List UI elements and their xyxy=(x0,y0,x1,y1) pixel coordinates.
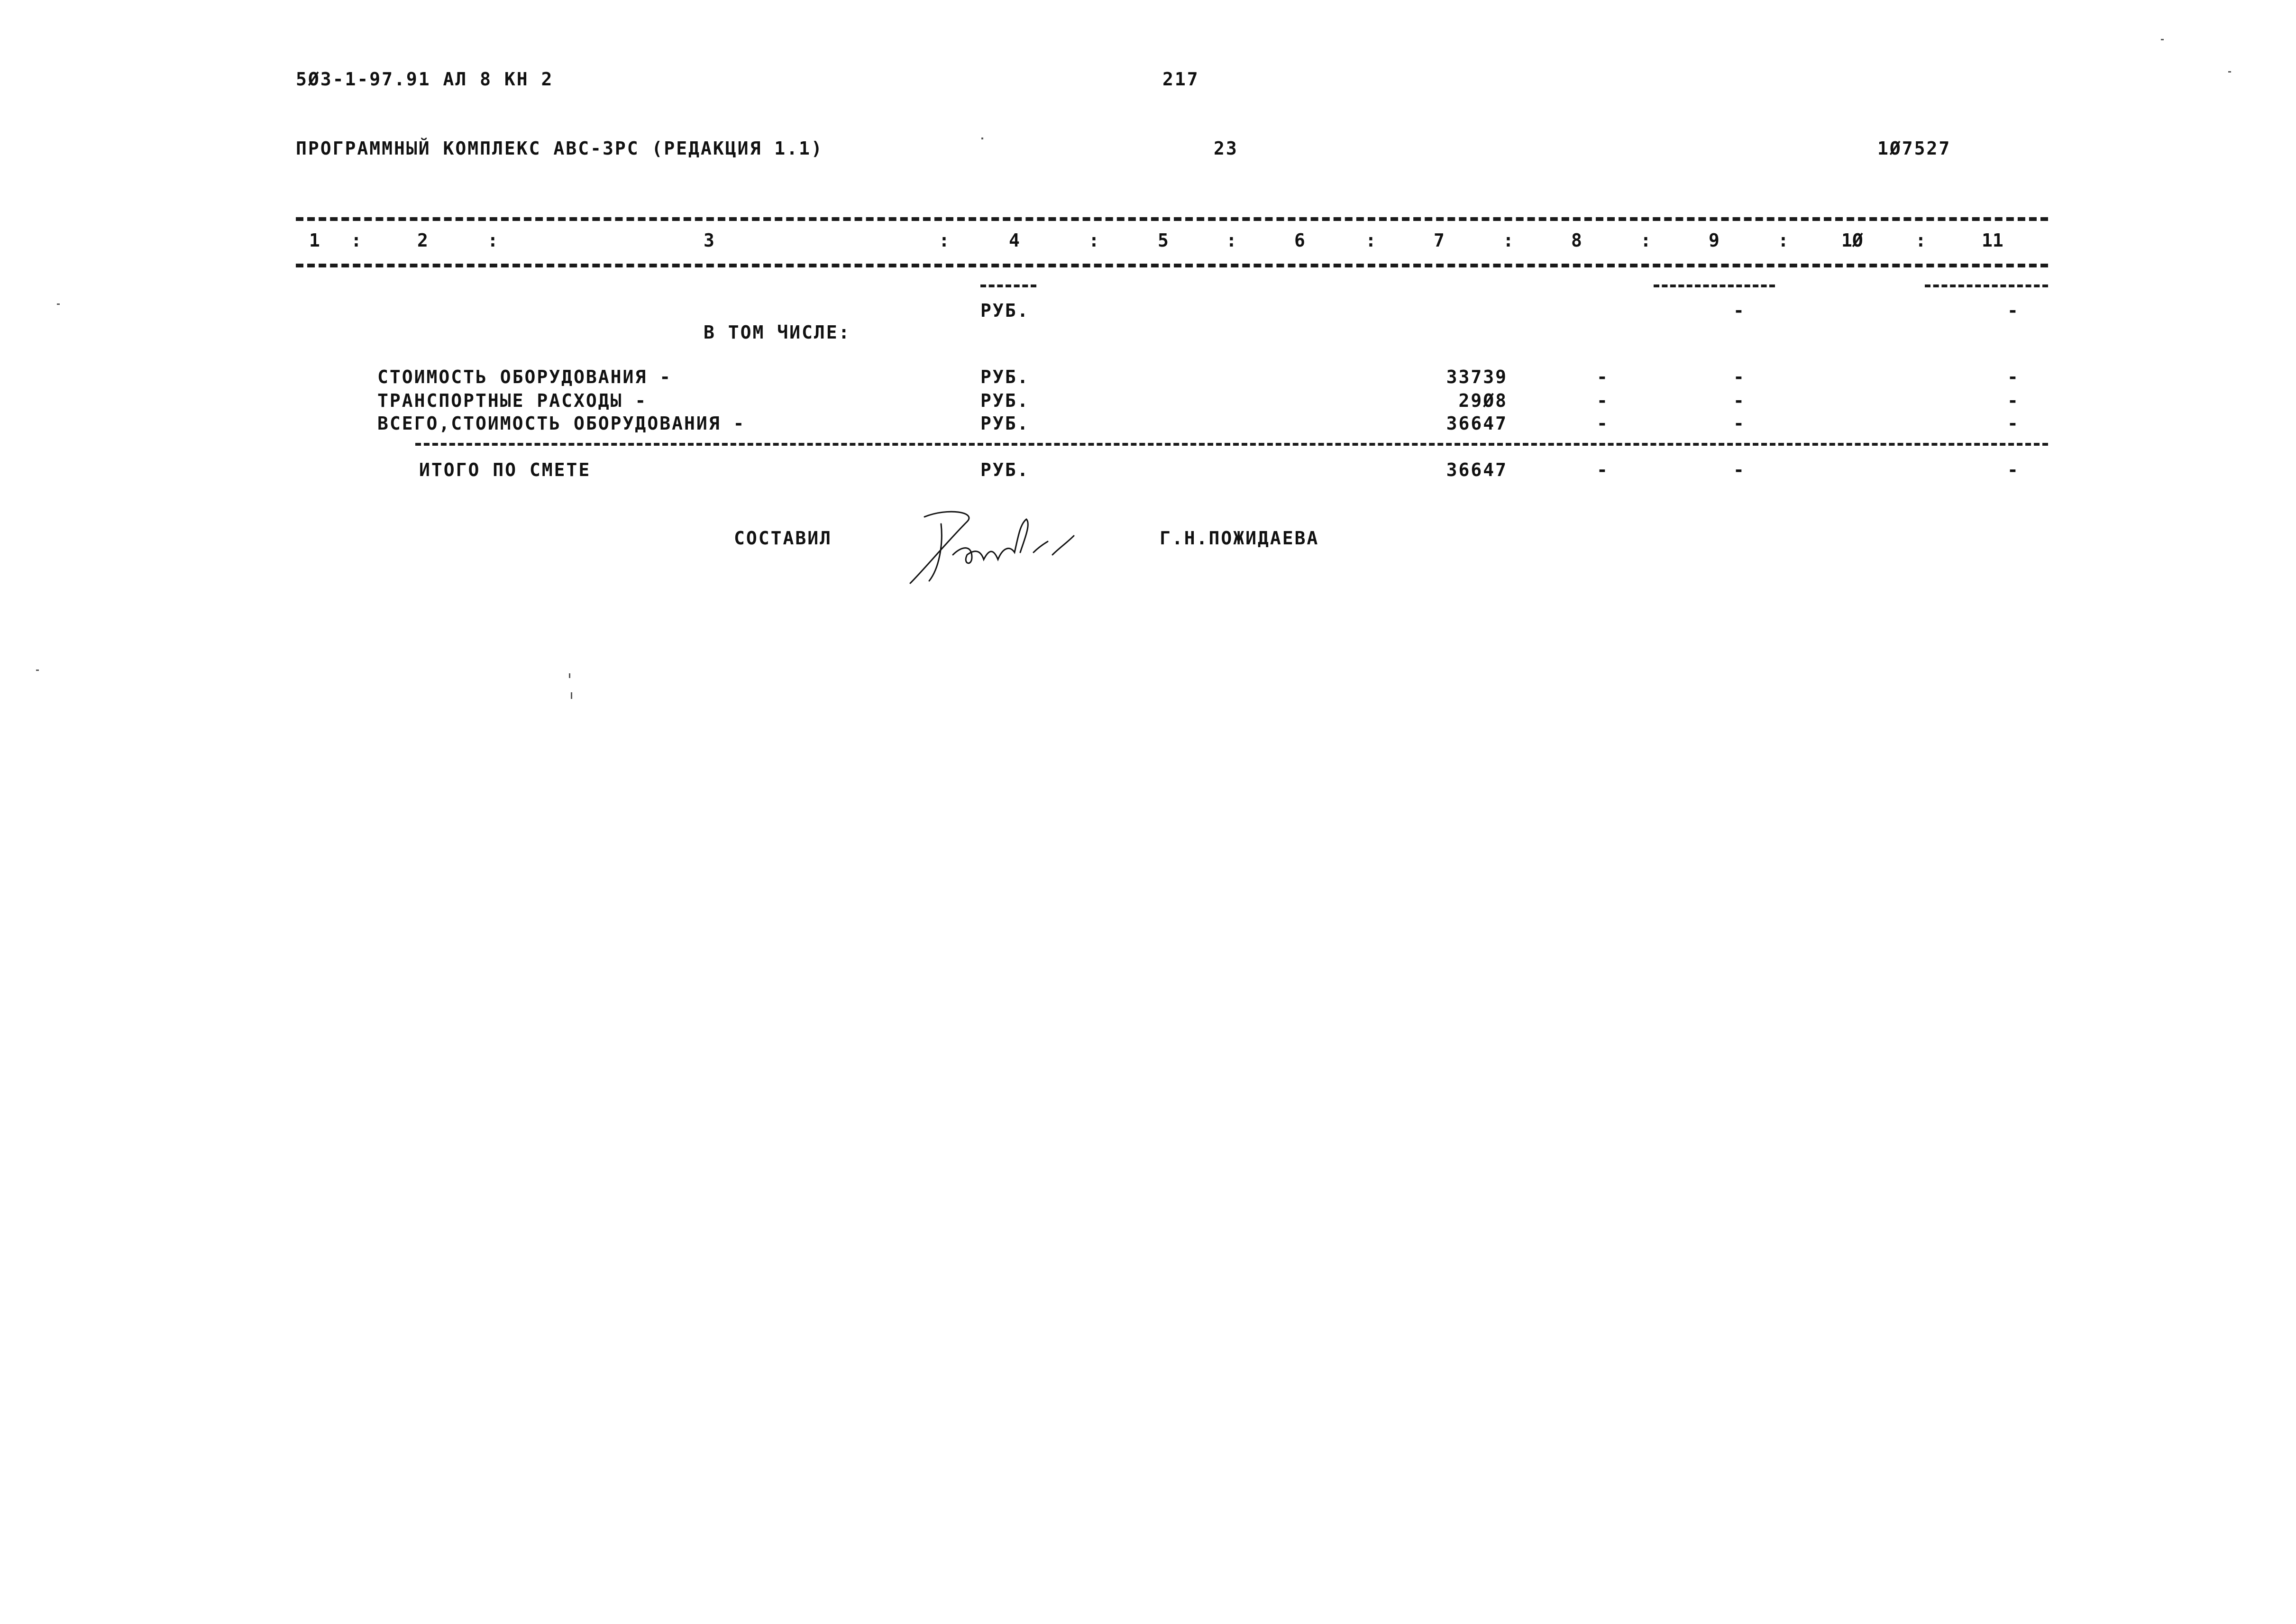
doc-code: 5Ø3-1-97.91 АЛ 8 КН 2 xyxy=(296,69,554,90)
row-col11: - xyxy=(2007,390,2020,411)
col-header-10: 1Ø xyxy=(1841,230,1863,251)
col-header-7: 7 xyxy=(1434,230,1445,251)
col9-short-rule xyxy=(1654,284,1775,287)
col-sep: : xyxy=(939,230,950,251)
sheet-number: 23 xyxy=(1214,138,1238,159)
row-unit: РУБ. xyxy=(980,413,1030,434)
scan-speck xyxy=(36,670,39,671)
row-unit: РУБ. xyxy=(980,367,1030,387)
col-sep: : xyxy=(1503,230,1514,251)
scan-speck xyxy=(571,692,572,699)
signature xyxy=(896,498,1105,588)
row-label: ИТОГО ПО СМЕТЕ xyxy=(419,459,591,480)
col-header-11: 11 xyxy=(1982,230,2003,251)
compiled-by-label: СОСТАВИЛ xyxy=(734,528,832,549)
row-col9: - xyxy=(1733,413,1746,434)
row-col8: - xyxy=(1597,413,1609,434)
col-header-3: 3 xyxy=(704,230,714,251)
col-sep: : xyxy=(1915,230,1926,251)
col-sep: : xyxy=(1778,230,1789,251)
row-col9: - xyxy=(1733,367,1746,387)
row-label: СТОИМОСТЬ ОБОРУДОВАНИЯ - xyxy=(377,367,672,387)
col4-short-rule xyxy=(980,284,1036,287)
row-unit: РУБ. xyxy=(980,390,1030,411)
header-bottom-rule xyxy=(296,264,2048,267)
row-label: ТРАНСПОРТНЫЕ РАСХОДЫ - xyxy=(377,390,648,411)
scan-speck xyxy=(981,138,983,139)
col-sep: : xyxy=(1640,230,1651,251)
document-number: 1Ø7527 xyxy=(1877,138,1951,159)
row-col11: - xyxy=(2007,459,2020,480)
col-sep: : xyxy=(1226,230,1237,251)
col-header-6: 6 xyxy=(1294,230,1305,251)
total-rule xyxy=(415,443,2048,446)
compiler-name: Г.Н.ПОЖИДАЕВА xyxy=(1160,528,1319,549)
scan-speck xyxy=(2161,39,2164,40)
row-col8: - xyxy=(1597,390,1609,411)
row-col7: 29Ø8 xyxy=(1458,390,1508,411)
row-col11: - xyxy=(2007,413,2020,434)
col-sep: : xyxy=(351,230,362,251)
col11-short-rule xyxy=(1925,284,2048,287)
row-col8: - xyxy=(1597,459,1609,480)
col-header-5: 5 xyxy=(1158,230,1169,251)
row-col7: 36647 xyxy=(1446,413,1508,434)
row-col9: - xyxy=(1733,390,1746,411)
col-sep: : xyxy=(1365,230,1376,251)
col-sep: : xyxy=(487,230,498,251)
row-col11: - xyxy=(2007,367,2020,387)
including-label: В ТОМ ЧИСЛЕ: xyxy=(704,322,851,343)
col-header-8: 8 xyxy=(1571,230,1582,251)
row-col9: - xyxy=(1733,459,1746,480)
row-col7: 33739 xyxy=(1446,367,1508,387)
table-top-rule xyxy=(296,217,2048,221)
row-col7: 36647 xyxy=(1446,459,1508,480)
col-sep: : xyxy=(1089,230,1099,251)
unit-row-col9: - xyxy=(1733,300,1746,321)
col-header-1: 1 xyxy=(309,230,320,251)
program-title: ПРОГРАММНЫЙ КОМПЛЕКС АВС-3РС (РЕДАКЦИЯ 1.1) xyxy=(296,138,823,159)
scan-speck xyxy=(569,673,570,678)
row-label: ВСЕГО,СТОИМОСТЬ ОБОРУДОВАНИЯ - xyxy=(377,413,746,434)
page-number: 217 xyxy=(1162,69,1199,90)
row-unit: РУБ. xyxy=(980,459,1030,480)
col-header-9: 9 xyxy=(1709,230,1720,251)
scan-speck xyxy=(2228,71,2231,73)
col-header-2: 2 xyxy=(417,230,428,251)
unit-row-col11: - xyxy=(2007,300,2020,321)
col-header-4: 4 xyxy=(1009,230,1020,251)
row-col8: - xyxy=(1597,367,1609,387)
scan-speck xyxy=(57,303,60,305)
unit-row-unit: РУБ. xyxy=(980,300,1030,321)
